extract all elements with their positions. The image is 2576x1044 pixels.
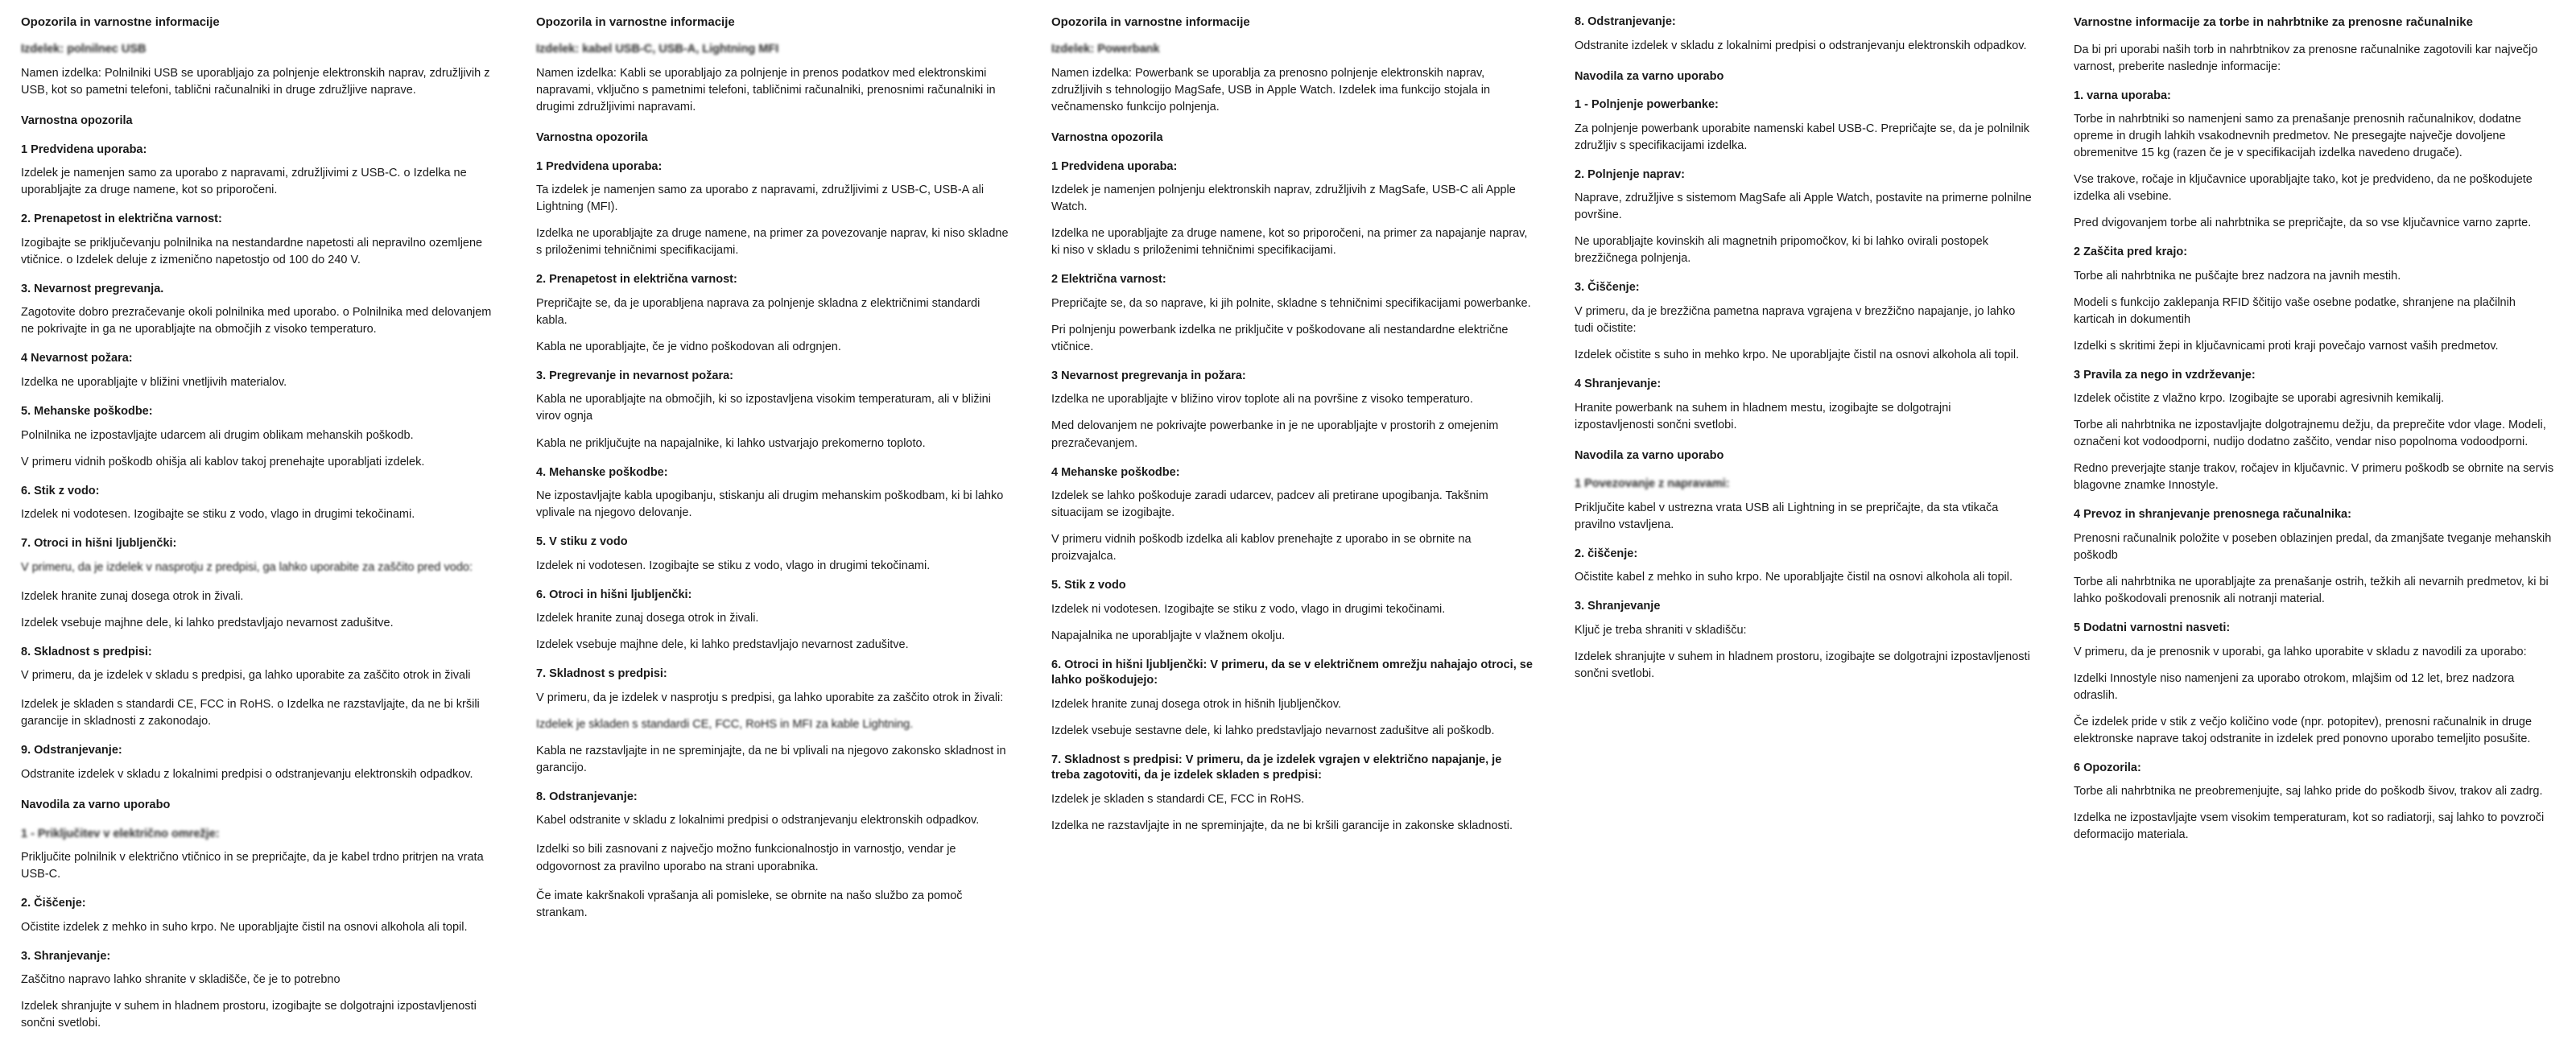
paragraph: Da bi pri uporabi naših torb in nahrbtnikov za prenosne računalnike zagotovili kar največjo varnost, preberite naslednje informacije: [2074,43,2538,73]
blurred-text: V primeru, da je izdelek v nasprotju z predpisi, ga lahko uporabite za zaščito pred vodo: [21,560,473,574]
paragraph: Kabel odstranite v skladu z lokalnimi predpisi o odstranjevanju elektronskih odpadkov. [536,814,980,827]
item-heading: 1 Predvidena uporaba: [21,142,147,156]
paragraph: Kabla ne uporabljajte na območjih, ki so izpostavljena visokim temperaturam, ali v bližini virov ognja [536,393,991,423]
column-powerbank [1030,14,1554,847]
paragraph: Izdelka ne razstavljajte in ne spreminjajte, da ne bi kršili garancije in zakonske skladnosti. [1051,819,1513,833]
column-subtitle [536,42,1009,58]
paragraph: Izdelka ne uporabljajte v bližini vnetljivih materialov. [21,376,287,389]
paragraph: Med delovanjem ne pokrivajte powerbanke in je ne uporabljajte v prostorih z omejenim prezračevanjem. [1051,419,1499,450]
item-heading: 1 Predvidena uporaba: [536,159,663,173]
column-title: Varnostne informacije za torbe in nahrbtnike za prenosne računalnike [2074,15,2473,29]
item-heading: 7. Skladnost s predpisi: V primeru, da je izdelek vgrajen v električno napajanje, je treba zagotoviti, da je izdelek skladen s predpisi: [1051,753,1502,782]
paragraph: Izdelek se lahko poškoduje zaradi udarcev, padcev ali pretirane upogibanja. Takšnim situacijam se izogibajte. [1051,489,1488,520]
paragraph: Hranite powerbank na suhem in hladnem mestu, izogibajte se dolgotrajni izpostavljenosti sončni svetlobi. [1575,401,1951,431]
item-heading: 1. varna uporaba: [2074,89,2171,102]
paragraph: Izdelka ne izpostavljajte vsem visokim temperaturam, kot so radiatorji, saj lahko to povzroči deformacijo materiala. [2074,811,2545,842]
paragraph: Priključite polnilnik v električno vtičnico in se prepričajte, da je kabel trdno pritrjen na vrata USB-C. [21,851,484,881]
paragraph: V primeru, da je izdelek v skladu s predpisi, ga lahko uporabite za zaščito otrok in živali [21,669,471,683]
item-heading: 5. V stiku z vodo [536,535,628,549]
item-heading: 8. Skladnost s predpisi: [21,645,152,658]
item-heading: 6. Otroci in hišni ljubljenčki: V primeru, da se v električnem omrežju nahajajo otroci, se lahko poškodujejo: [1051,658,1533,687]
item-heading: 2. Čiščenje: [21,897,86,910]
section-heading: Varnostna opozorila [21,114,133,128]
item-heading: 4 Mehanske poškodbe: [1051,465,1180,479]
paragraph-blurred [21,559,494,576]
paragraph: Kabla ne uporabljajte, če je vidno poškodovan ali odrgnjen. [536,340,841,353]
item-heading: 4 Shranjevanje: [1575,377,1662,390]
paragraph: Izdelka ne uporabljajte za druge namene, kot so priporočeni, na primer za napajanje naprav, ki niso v skladu s priloženimi tehničnimi specifikacijami. [1051,227,1528,258]
paragraph: Izdelek vsebuje majhne dele, ki lahko predstavljajo nevarnost zadušitve. [21,616,394,629]
item-heading: 2 Električna varnost: [1051,273,1166,287]
paragraph: Prepričajte se, da so naprave, ki jih polnite, skladne s tehničnimi specifikacijami powerbanke. [1051,296,1531,310]
paragraph: Modeli s funkcijo zaklepanja RFID ščitijo vaše osebne podatke, shranjene na plačilnih karticah in dokumentih [2074,295,2516,326]
paragraph: Namen izdelka: Polnilniki USB se uporabljajo za polnjenje elektronskih naprav, združljivih z USB, kot so pametni telefoni, tablični računalniki in druge združljive naprave. [21,67,490,97]
item-heading: 5 Dodatni varnostni nasveti: [2074,621,2231,635]
paragraph: V primeru, da je izdelek v nasprotju s predpisi, ga lahko uporabite za zaščito otrok in živali: [536,691,1004,704]
paragraph: Torbe ali nahrbtnika ne uporabljajte za prenašanje ostrih, težkih ali nevarnih predmetov, ki bi lahko poškodovali prenosnik ali notranji material. [2074,576,2549,606]
paragraph: Izdelek ni vodotesen. Izogibajte se stiku z vodo, vlago in drugimi tekočinami. [21,508,415,522]
paragraph: Če izdelek pride v stik z večjo količino vode (npr. potopitev), prenosni računalnik in druge elektronske naprave takoj odstranite in izdelek pred ponovno uporabo temeljito posušite. [2074,715,2533,745]
item-heading: 2. Prenapetost in električna varnost: [536,273,737,287]
paragraph: Prepričajte se, da je uporabljena naprava za polnjenje skladna z električnimi standardi kabla. [536,296,980,327]
paragraph: Ta izdelek je namenjen samo za uporabo z napravami, združljivimi z USB-C, USB-A ali Lightning (MFI). [536,184,985,214]
paragraph: Očistite kabel z mehko in suho krpo. Ne uporabljajte čistil na osnovi alkohola ali topil. [1575,571,2013,584]
item-heading: 5. Stik z vodo [1051,579,1126,592]
section-heading: Navodila za varno uporabo [21,798,171,811]
paragraph: Izdelek je namenjen samo za uporabo z napravami, združljivimi z USB-C. o Izdelka ne uporabljajte za druge namene, kot so priporočeni. [21,167,467,197]
item-heading: 2 Zaščita pred krajo: [2074,246,2188,259]
section-heading: Varnostna opozorila [536,131,648,145]
section-heading: Navodila za varno uporabo [1575,448,1724,462]
paragraph: Torbe ali nahrbtnika ne puščajte brez nadzora na javnih mestih. [2074,269,2401,283]
paragraph: Izogibajte se priključevanju polnilnika na nestandardne napetosti ali nepravilno ozemljene vtičnice. o Izdelek deluje z izmenično napetostjo od 100 do 240 V. [21,236,483,266]
column-title: Opozorila in varnostne informacije [1051,15,1250,29]
item-heading: 3 Nevarnost pregrevanja in požara: [1051,369,1246,382]
paragraph: Zagotovite dobro prezračevanje okoli polnilnika med uporabo. o Polnilnika med delovanjem ne pokrivajte in ga ne uporabljajte na območjih z visoko temperaturo. [21,306,492,336]
paragraph: Za polnjenje powerbank uporabite namenski kabel USB-C. Prepričajte se, da je polnilnik združljiv s specifikacijami izdelka. [1575,122,2030,152]
column-title: Opozorila in varnostne informacije [21,15,220,29]
item-heading: 6. Stik z vodo: [21,484,100,497]
paragraph: Izdelek hranite zunaj dosega otrok in hišnih ljubljenčkov. [1051,697,1342,711]
item-heading: 1 Predvidena uporaba: [1051,159,1178,173]
paragraph: Namen izdelka: Kabli se uporabljajo za polnjenje in prenos podatkov med elektronskimi napravami, vključno s pametnimi telefoni, tabličnimi računalniki, prenosnimi računalniki in drugimi združljivimi napravami. [536,67,996,114]
paragraph: V primeru, da je prenosnik v uporabi, ga lahko uporabite v skladu z navodili za uporabo: [2074,645,2527,658]
column-title: Opozorila in varnostne informacije [536,15,735,29]
paragraph: Izdelek shranjujte v suhem in hladnem prostoru, izogibajte se dolgotrajni izpostavljenosti sončni svetlobi. [21,1000,477,1030]
item-heading: 4. Mehanske poškodbe: [536,465,668,479]
paragraph: Torbe ali nahrbtnika ne preobremenjujte, saj lahko pride do poškodb šivov, trakov ali zadrg. [2074,785,2543,798]
paragraph: Izdelka ne uporabljajte v bližino virov toplote ali na površine z visoko temperaturo. [1051,393,1473,406]
product-name-blurred: Izdelek: polnilnec USB [21,42,147,56]
paragraph: Izdelek je skladen s standardi CE, FCC in RoHS. [1051,793,1305,807]
paragraph: Izdelek hranite zunaj dosega otrok in živali. [536,612,759,625]
paragraph: Izdelka ne uporabljajte za druge namene, na primer za povezovanje naprav, ki niso skladne s priloženimi tehničnimi specifikacijami. [536,227,1009,258]
paragraph: Vse trakove, ročaje in ključavnice uporabljajte tako, kot je predvideno, da ne poškodujete izdelka ali vsebine. [2074,173,2533,204]
paragraph: Izdelki so bili zasnovani z največjo možno funkcionalnostjo in varnostjo, vendar je odgovornost za pravilno uporabo na strani uporabnika. [536,843,956,873]
item-heading: 3. Nevarnost pregrevanja. [21,282,164,295]
paragraph: Odstranite izdelek v skladu z lokalnimi predpisi o odstranjevanju elektronskih odpadkov. [1575,39,2027,52]
paragraph: Redno preverjajte stanje trakov, ročajev in ključavnic. V primeru poškodb se obrnite na servis blagovne znamke Innostyle. [2074,462,2554,493]
paragraph: Odstranite izdelek v skladu z lokalnimi predpisi o odstranjevanju elektronskih odpadkov. [21,767,473,781]
item-heading: 1 - Polnjenje powerbanke: [1575,98,1719,112]
paragraph: Torbe in nahrbtniki so namenjeni samo za prenašanje prenosnih računalnikov, dodatne opreme in drugih lahkih vsakodnevnih predmetov. Ne presegajte največje dovoljene obremenitve 15 kg (razen če je v specifikacijah izdelka navedeno drugače). [2074,113,2521,160]
paragraph: Izdelek ni vodotesen. Izogibajte se stiku z vodo, vlago in drugimi tekočinami. [536,559,931,572]
item-heading: 4 Prevoz in shranjevanje prenosnega računalnika: [2074,508,2351,522]
paragraph: Napajalnika ne uporabljajte v vlažnem okolju. [1051,629,1286,642]
paragraph: V primeru vidnih poškodb izdelka ali kablov prenehajte z uporabo in se obrnite na proizvajalca. [1051,533,1472,563]
paragraph: Izdelek vsebuje majhne dele, ki lahko predstavljajo nevarnost zadušitve. [536,638,909,652]
column-backpack [2053,14,2576,856]
paragraph: V primeru, da je brezžična pametna naprava vgrajena v brezžično napajanje, jo lahko tudi očistite: [1575,304,2016,335]
blurred-text: Izdelek je skladen s standardi CE, FCC, RoHS in MFI za kable Lightning. [536,717,914,731]
item-heading: 2. Polnjenje naprav: [1575,167,1685,181]
item-heading-blurred [1575,477,2032,493]
section-heading: Varnostna opozorila [1051,131,1163,145]
paragraph: Torbe ali nahrbtnika ne izpostavljajte dolgotrajnemu dežju, da preprečite vdor vlage. Modeli, označeni kot vodoodporni, nudijo dodatno zaščito, vendar niso popolnoma vodoodporni. [2074,419,2546,449]
item-heading: 8. Odstranjevanje: [1575,15,1676,28]
item-heading: 8. Odstranjevanje: [536,790,638,803]
paragraph: Pri polnjenju powerbank izdelka ne priključite v poškodovane ali nestandardne električne vtičnice. [1051,323,1509,353]
item-heading: 6. Otroci in hišni ljubljenčki: [536,588,692,601]
column-subtitle [1051,42,1533,58]
item-heading: 3 Pravila za nego in vzdrževanje: [2074,368,2256,382]
column-subtitle [21,42,494,58]
paragraph: V primeru vidnih poškodb ohišja ali kablov takoj prenehajte uporabljati izdelek. [21,455,425,468]
paragraph: Izdelek očistite s suho in mehko krpo. Ne uporabljajte čistil na osnovi alkohola ali topil. [1575,348,2020,361]
paragraph: Pred dvigovanjem torbe ali nahrbtnika se prepričajte, da so vse ključavnice varno zaprte. [2074,217,2532,230]
item-heading: 3. Shranjevanje: [21,949,111,963]
paragraph: Očistite izdelek z mehko in suho krpo. Ne uporabljajte čistil na osnovi alkohola ali topil. [21,920,468,934]
paragraph: Prenosni računalnik položite v poseben oblazinjen predal, da zmanjšate tveganje mehanskih poškodb [2074,532,2552,563]
item-heading: 3. Pregrevanje in nevarnost požara: [536,369,733,382]
column-usb-cable [515,14,1030,934]
item-heading: 5. Mehanske poškodbe: [21,405,153,419]
paragraph: Kabla ne priključujte na napajalnike, ki lahko ustvarjajo prekomerno toploto. [536,436,926,450]
paragraph: Ne izpostavljajte kabla upogibanju, stiskanju ali drugim mehanskim poškodbam, ki bi lahko vplivale na njegovo delovanje. [536,489,1004,520]
item-heading: 6 Opozorila: [2074,761,2141,774]
blurred-text: 1 Povezovanje z napravami: [1575,477,1730,491]
paragraph: Izdelek je skladen s standardi CE, FCC in RoHS. o Izdelka ne razstavljajte, da ne bi kršili garancije in skladnosti z zakonodajo. [21,698,480,728]
column-usb-charger [0,14,515,1044]
item-heading: 4 Nevarnost požara: [21,352,133,365]
paragraph: Izdelki Innostyle niso namenjeni za uporabo otrokom, mlajšim od 12 let, brez nadzora odraslih. [2074,671,2515,702]
paragraph: Izdelek je namenjen polnjenju elektronskih naprav, združljivih z MagSafe, USB-C ali Apple Watch. [1051,184,1516,214]
item-heading: 3. Shranjevanje [1575,600,1661,613]
item-heading: 7. Otroci in hišni ljubljenčki: [21,537,177,551]
item-heading: 2. čiščenje: [1575,547,1638,560]
item-heading-blurred [21,827,494,843]
item-heading: 7. Skladnost s predpisi: [536,667,667,681]
item-heading: 3. Čiščenje: [1575,281,1640,295]
item-heading: 2. Prenapetost in električna varnost: [21,213,222,226]
paragraph: Priključite kabel v ustrezna vrata USB ali Lightning in se prepričajte, da sta vtikača pravilno vstavljena. [1575,501,1999,531]
item-heading: 9. Odstranjevanje: [21,744,122,757]
paragraph: Kabla ne razstavljajte in ne spreminjajte, da ne bi vplivali na njegovo zakonsko skladnost in garancijo. [536,744,1006,774]
paragraph: Zaščitno napravo lahko shranite v skladišče, če je to potrebno [21,973,341,987]
column-powerbank-continued [1554,14,2053,695]
blurred-text: 1 - Priključitev v električno omrežje: [21,827,220,840]
paragraph: Ne uporabljajte kovinskih ali magnetnih pripomočkov, ki bi lahko ovirali postopek brezžičnega polnjenja. [1575,235,1988,266]
section-heading: Navodila za varno uporabo [1575,69,1724,83]
paragraph: Izdelek ni vodotesen. Izogibajte se stiku z vodo, vlago in drugimi tekočinami. [1051,602,1446,616]
paragraph: Namen izdelka: Powerbank se uporablja za prenosno polnjenje elektronskih naprav, združljivih s tehnologijo MagSafe, USB in Apple Watch. Izdelek ima funkcijo stojala in večnamensko funkcijo polnjenja. [1051,67,1491,114]
product-name-blurred: Izdelek: Powerbank [1051,42,1160,56]
paragraph: Izdelek očistite z vlažno krpo. Izogibajte se uporabi agresivnih kemikalij. [2074,392,2445,406]
paragraph-blurred [536,716,1009,733]
paragraph: Če imate kakršnakoli vprašanja ali pomislekе, se obrnite na našo službo za pomoč strankam. [536,889,963,919]
paragraph: Naprave, združljive s sistemom MagSafe ali Apple Watch, postavite na primerne polnilne površine. [1575,192,2032,222]
paragraph: Polnilnika ne izpostavljajte udarcem ali drugim oblikam mehanskih poškodb. [21,428,414,442]
paragraph: Izdelek vsebuje sestavne dele, ki lahko predstavljajo nevarnost zadušitve ali poškodb. [1051,724,1495,737]
paragraph: Izdelki s skritimi žepi in ključavnicami proti kraji povečajo varnost vaših predmetov. [2074,339,2499,353]
product-name-blurred: Izdelek: kabel USB-C, USB-A, Lightning MFI [536,42,779,56]
paragraph: Ključ je treba shraniti v skladišču: [1575,623,1747,637]
paragraph: Izdelek shranjujte v suhem in hladnem prostoru, izogibajte se dolgotrajni izpostavljenosti sončni svetlobi. [1575,650,2030,680]
paragraph: Izdelek hranite zunaj dosega otrok in živali. [21,589,244,603]
